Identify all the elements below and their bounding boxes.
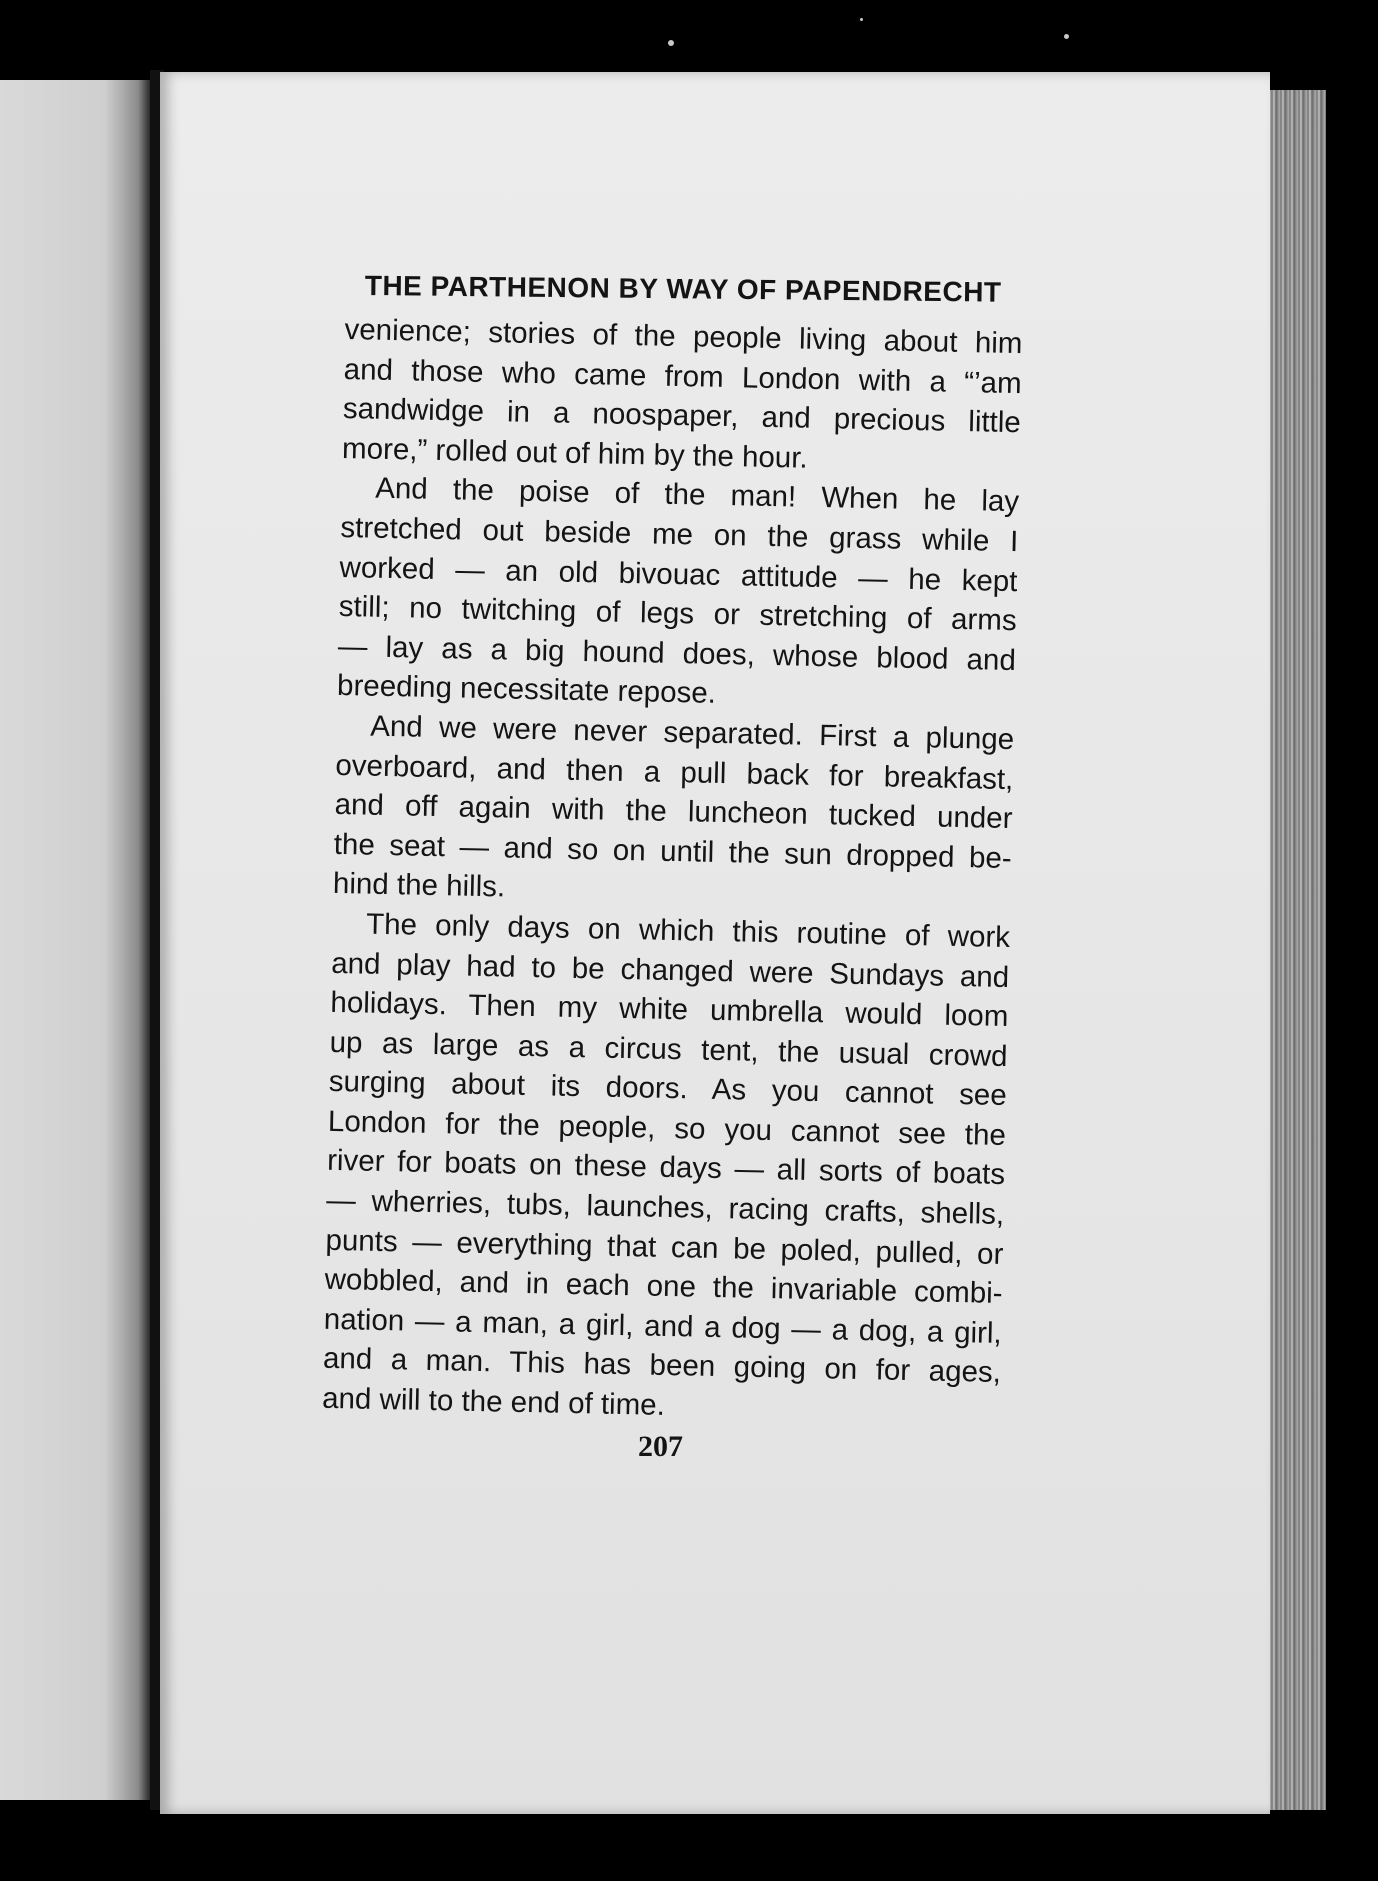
- text-line: The only days on which this routine of work: [365, 907, 1011, 954]
- facing-page-edge: [0, 80, 150, 1800]
- text-line: nation — a man, a girl, and a dog — a dog, a girl,: [323, 1302, 1003, 1350]
- dust-speck: [860, 18, 863, 21]
- text-line: wobbled, and in each one the invariable combi-: [324, 1263, 1003, 1311]
- dust-speck: [668, 40, 674, 46]
- page-number: 207: [638, 1430, 683, 1463]
- text-line: and will to the end of time.: [321, 1381, 666, 1422]
- text-line: — wherries, tubs, launches, racing crafts, shells,: [326, 1183, 1005, 1232]
- text-line: and off again with the luncheon tucked under: [334, 788, 1013, 836]
- text-line: And the poise of the man! When he lay: [374, 472, 1020, 519]
- dust-speck: [1064, 34, 1069, 39]
- text-line: and a man. This has been going on for ages,: [322, 1342, 1002, 1390]
- running-head: THE PARTHENON BY WAY OF PAPENDRECHT: [364, 270, 1002, 308]
- text-line: surging about its doors. As you cannot see: [328, 1065, 1008, 1113]
- text-line: and those who came from London with a “’am: [343, 352, 1022, 400]
- text-line: worked — an old bivouac attitude — he kept: [339, 550, 1018, 598]
- text-line: punts — everything that can be poled, pulled, or: [325, 1223, 1004, 1271]
- text-line: sandwidge in a noospaper, and precious little: [342, 392, 1022, 440]
- text-line: and play had to be changed were Sundays and: [330, 946, 1010, 994]
- text-line: — lay as a big hound does, whose blood and: [337, 629, 1017, 677]
- body-text: [322, 310, 1023, 1433]
- text-line: hind the hills.: [332, 867, 506, 904]
- text-line: stretched out beside me on the grass while I: [340, 510, 1019, 559]
- text-line: breeding necessitate repose.: [336, 669, 717, 711]
- text-line: venience; stories of the people living about him: [344, 312, 1023, 361]
- text-line: more,” rolled out of him by the hour.: [341, 431, 809, 475]
- text-line: And we were never separated. First a plunge: [369, 709, 1015, 757]
- text-line: the seat — and so on until the sun dropped be-: [333, 827, 1013, 875]
- text-line: holidays. Then my white umbrella would loom: [330, 985, 1009, 1034]
- text-line: river for boats on these days — all sorts of boats: [326, 1144, 1006, 1192]
- text-line: overboard, and then a pull back for breakfast,: [335, 748, 1014, 796]
- text-line: London for the people, so you cannot see the: [327, 1104, 1007, 1152]
- text-line: still; no twitching of legs or stretching of arms: [338, 590, 1017, 638]
- page-edges-stack: [1270, 90, 1326, 1810]
- text-line: up as large as a circus tent, the usual crowd: [329, 1025, 1008, 1073]
